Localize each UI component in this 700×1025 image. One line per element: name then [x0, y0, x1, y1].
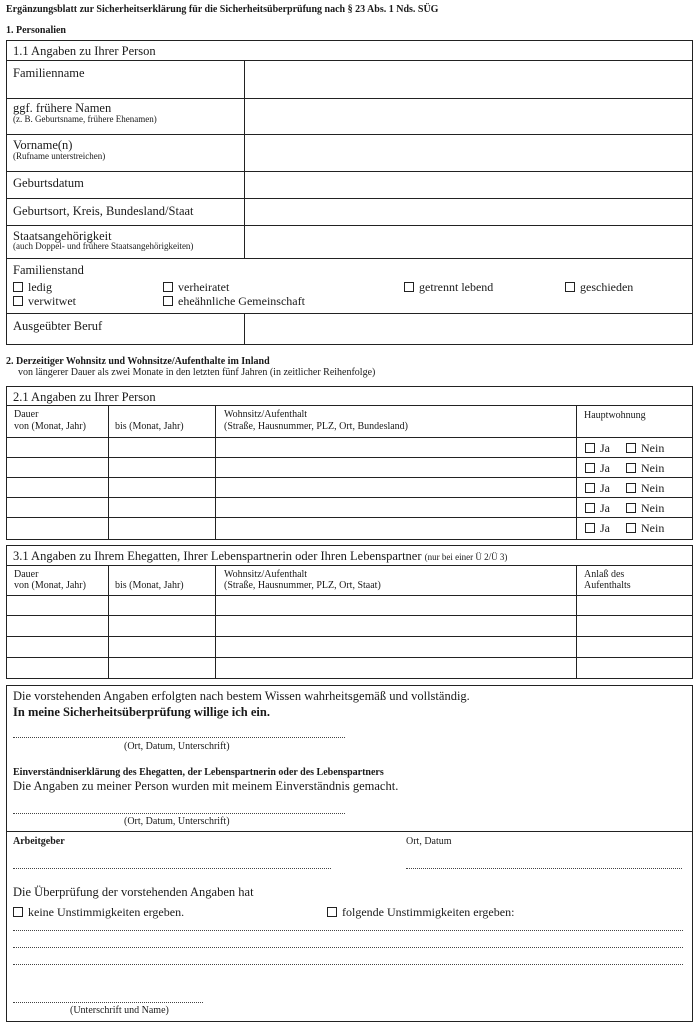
col-anlass-2: Aufenthalts: [584, 580, 631, 591]
col-wohnsitz: Wohnsitz/Aufenthalt: [224, 569, 308, 580]
col-anlass: Anlaß des: [584, 569, 625, 580]
checkbox-eheaehnliche-gemeinschaft[interactable]: eheähnliche Gemeinschaft: [163, 295, 305, 307]
checkbox-nein[interactable]: Nein: [626, 462, 664, 474]
employer-signature-line[interactable]: [13, 1002, 203, 1003]
label-ort-datum: Ort, Datum: [406, 836, 452, 847]
col-bis: bis (Monat, Jahr): [115, 580, 184, 591]
ort-datum-line[interactable]: [406, 868, 682, 869]
checkbox-ja[interactable]: Ja: [585, 502, 610, 514]
checkbox-ledig[interactable]: ledig: [13, 281, 52, 293]
col-wohnsitz-sub: (Straße, Hausnummer, PLZ, Ort, Staat): [224, 580, 381, 591]
remarks-line[interactable]: [13, 930, 683, 931]
input-familienname[interactable]: [246, 61, 692, 98]
col-von: von (Monat, Jahr): [14, 580, 86, 591]
checkbox-nein[interactable]: Nein: [626, 502, 664, 514]
checkbox-ja[interactable]: Ja: [585, 522, 610, 534]
checkbox-keine-unstimmigkeiten[interactable]: keine Unstimmigkeiten ergeben.: [13, 906, 184, 918]
label-beruf: Ausgeübter Beruf: [13, 319, 103, 333]
input-geburtsdatum[interactable]: [246, 172, 692, 198]
remarks-line[interactable]: [13, 964, 683, 965]
label-geburtsort: Geburtsort, Kreis, Bundesland/Staat: [13, 204, 194, 218]
consent-title: Einverständniserklärung des Ehegatten, der Lebenspartnerin oder des Lebenspartners: [13, 767, 384, 778]
label-vornamen: Vorname(n): [13, 138, 73, 152]
col-dauer: Dauer: [14, 409, 39, 420]
declaration-line-1: Die vorstehenden Angaben erfolgten nach bestem Wissen wahrheitsgemäß und vollständig.: [13, 689, 470, 703]
checkbox-ja[interactable]: Ja: [585, 442, 610, 454]
section-1-heading: 1. Personalien: [6, 25, 66, 36]
consent-text: Die Angaben zu meiner Person wurden mit meinem Einverständnis gemacht.: [13, 779, 399, 793]
checkbox-verheiratet[interactable]: verheiratet: [163, 281, 229, 293]
signature-caption: (Ort, Datum, Unterschrift): [124, 741, 230, 752]
checkbox-getrennt-lebend[interactable]: getrennt lebend: [404, 281, 493, 293]
section-2-subheading: von längerer Dauer als zwei Monate in den letzten fünf Jahren (in zeitlicher Reihenfolge): [18, 367, 376, 378]
checkbox-nein[interactable]: Nein: [626, 442, 664, 454]
col-von: von (Monat, Jahr): [14, 421, 86, 432]
col-wohnsitz: Wohnsitz/Aufenthalt: [224, 409, 308, 420]
employer-line[interactable]: [13, 868, 331, 869]
box-3-1-title: 3.1 Angaben zu Ihrem Ehegatten, Ihrer Lebenspartnerin oder Ihren Lebenspartner (nur bei einer Ü 2/Ü 3): [13, 549, 508, 563]
input-geburtsort[interactable]: [246, 199, 692, 225]
checkbox-geschieden[interactable]: geschieden: [565, 281, 633, 293]
section-2-heading: 2. Derzeitiger Wohnsitz und Wohnsitze/Aufenthalte im Inland: [6, 356, 270, 367]
checkbox-ja[interactable]: Ja: [585, 482, 610, 494]
col-wohnsitz-sub: (Straße, Hausnummer, PLZ, Ort, Bundesland): [224, 421, 409, 432]
input-beruf[interactable]: [246, 314, 692, 344]
form-title: Ergänzungsblatt zur Sicherheitserklärung für die Sicherheitsüberprüfung nach § 23 Abs. 1 Nds. SÜG: [6, 4, 439, 15]
checkbox-ja[interactable]: Ja: [585, 462, 610, 474]
input-vornamen[interactable]: [246, 135, 692, 171]
label-familienname: Familienname: [13, 66, 85, 80]
checkbox-nein[interactable]: Nein: [626, 522, 664, 534]
sub-staatsangehoerigkeit: (auch Doppel- und frühere Staatsangehörigkeiten): [13, 241, 194, 251]
employer-signature-caption: (Unterschrift und Name): [70, 1005, 169, 1016]
declaration-box: [6, 685, 693, 1022]
check-text: Die Überprüfung der vorstehenden Angaben hat: [13, 885, 254, 899]
input-fruehere-namen[interactable]: [246, 99, 692, 134]
sub-vornamen: (Rufname unterstreichen): [13, 151, 106, 161]
checkbox-verwitwet[interactable]: verwitwet: [13, 295, 76, 307]
spouse-signature-caption: (Ort, Datum, Unterschrift): [124, 816, 230, 827]
signature-line[interactable]: [13, 737, 345, 738]
input-staatsangehoerigkeit[interactable]: [246, 226, 692, 258]
col-dauer: Dauer: [14, 569, 39, 580]
col-hauptwohnung: Hauptwohnung: [584, 410, 646, 421]
checkbox-nein[interactable]: Nein: [626, 482, 664, 494]
declaration-line-2: In meine Sicherheitsüberprüfung willige ich ein.: [13, 705, 270, 719]
col-bis: bis (Monat, Jahr): [115, 421, 184, 432]
spouse-signature-line[interactable]: [13, 813, 345, 814]
label-fruehere-namen: ggf. frühere Namen: [13, 101, 112, 115]
label-staatsangehoerigkeit: Staatsangehörigkeit: [13, 229, 112, 243]
checkbox-folgende-unstimmigkeiten[interactable]: folgende Unstimmigkeiten ergeben:: [327, 906, 514, 918]
sub-fruehere-namen: (z. B. Geburtsname, frühere Ehenamen): [13, 114, 157, 124]
remarks-line[interactable]: [13, 947, 683, 948]
label-geburtsdatum: Geburtsdatum: [13, 176, 84, 190]
label-arbeitgeber: Arbeitgeber: [13, 836, 65, 847]
box-2-1-title: 2.1 Angaben zu Ihrer Person: [13, 390, 156, 404]
box-1-1-title: 1.1 Angaben zu Ihrer Person: [13, 44, 156, 58]
label-familienstand: Familienstand: [13, 263, 84, 277]
